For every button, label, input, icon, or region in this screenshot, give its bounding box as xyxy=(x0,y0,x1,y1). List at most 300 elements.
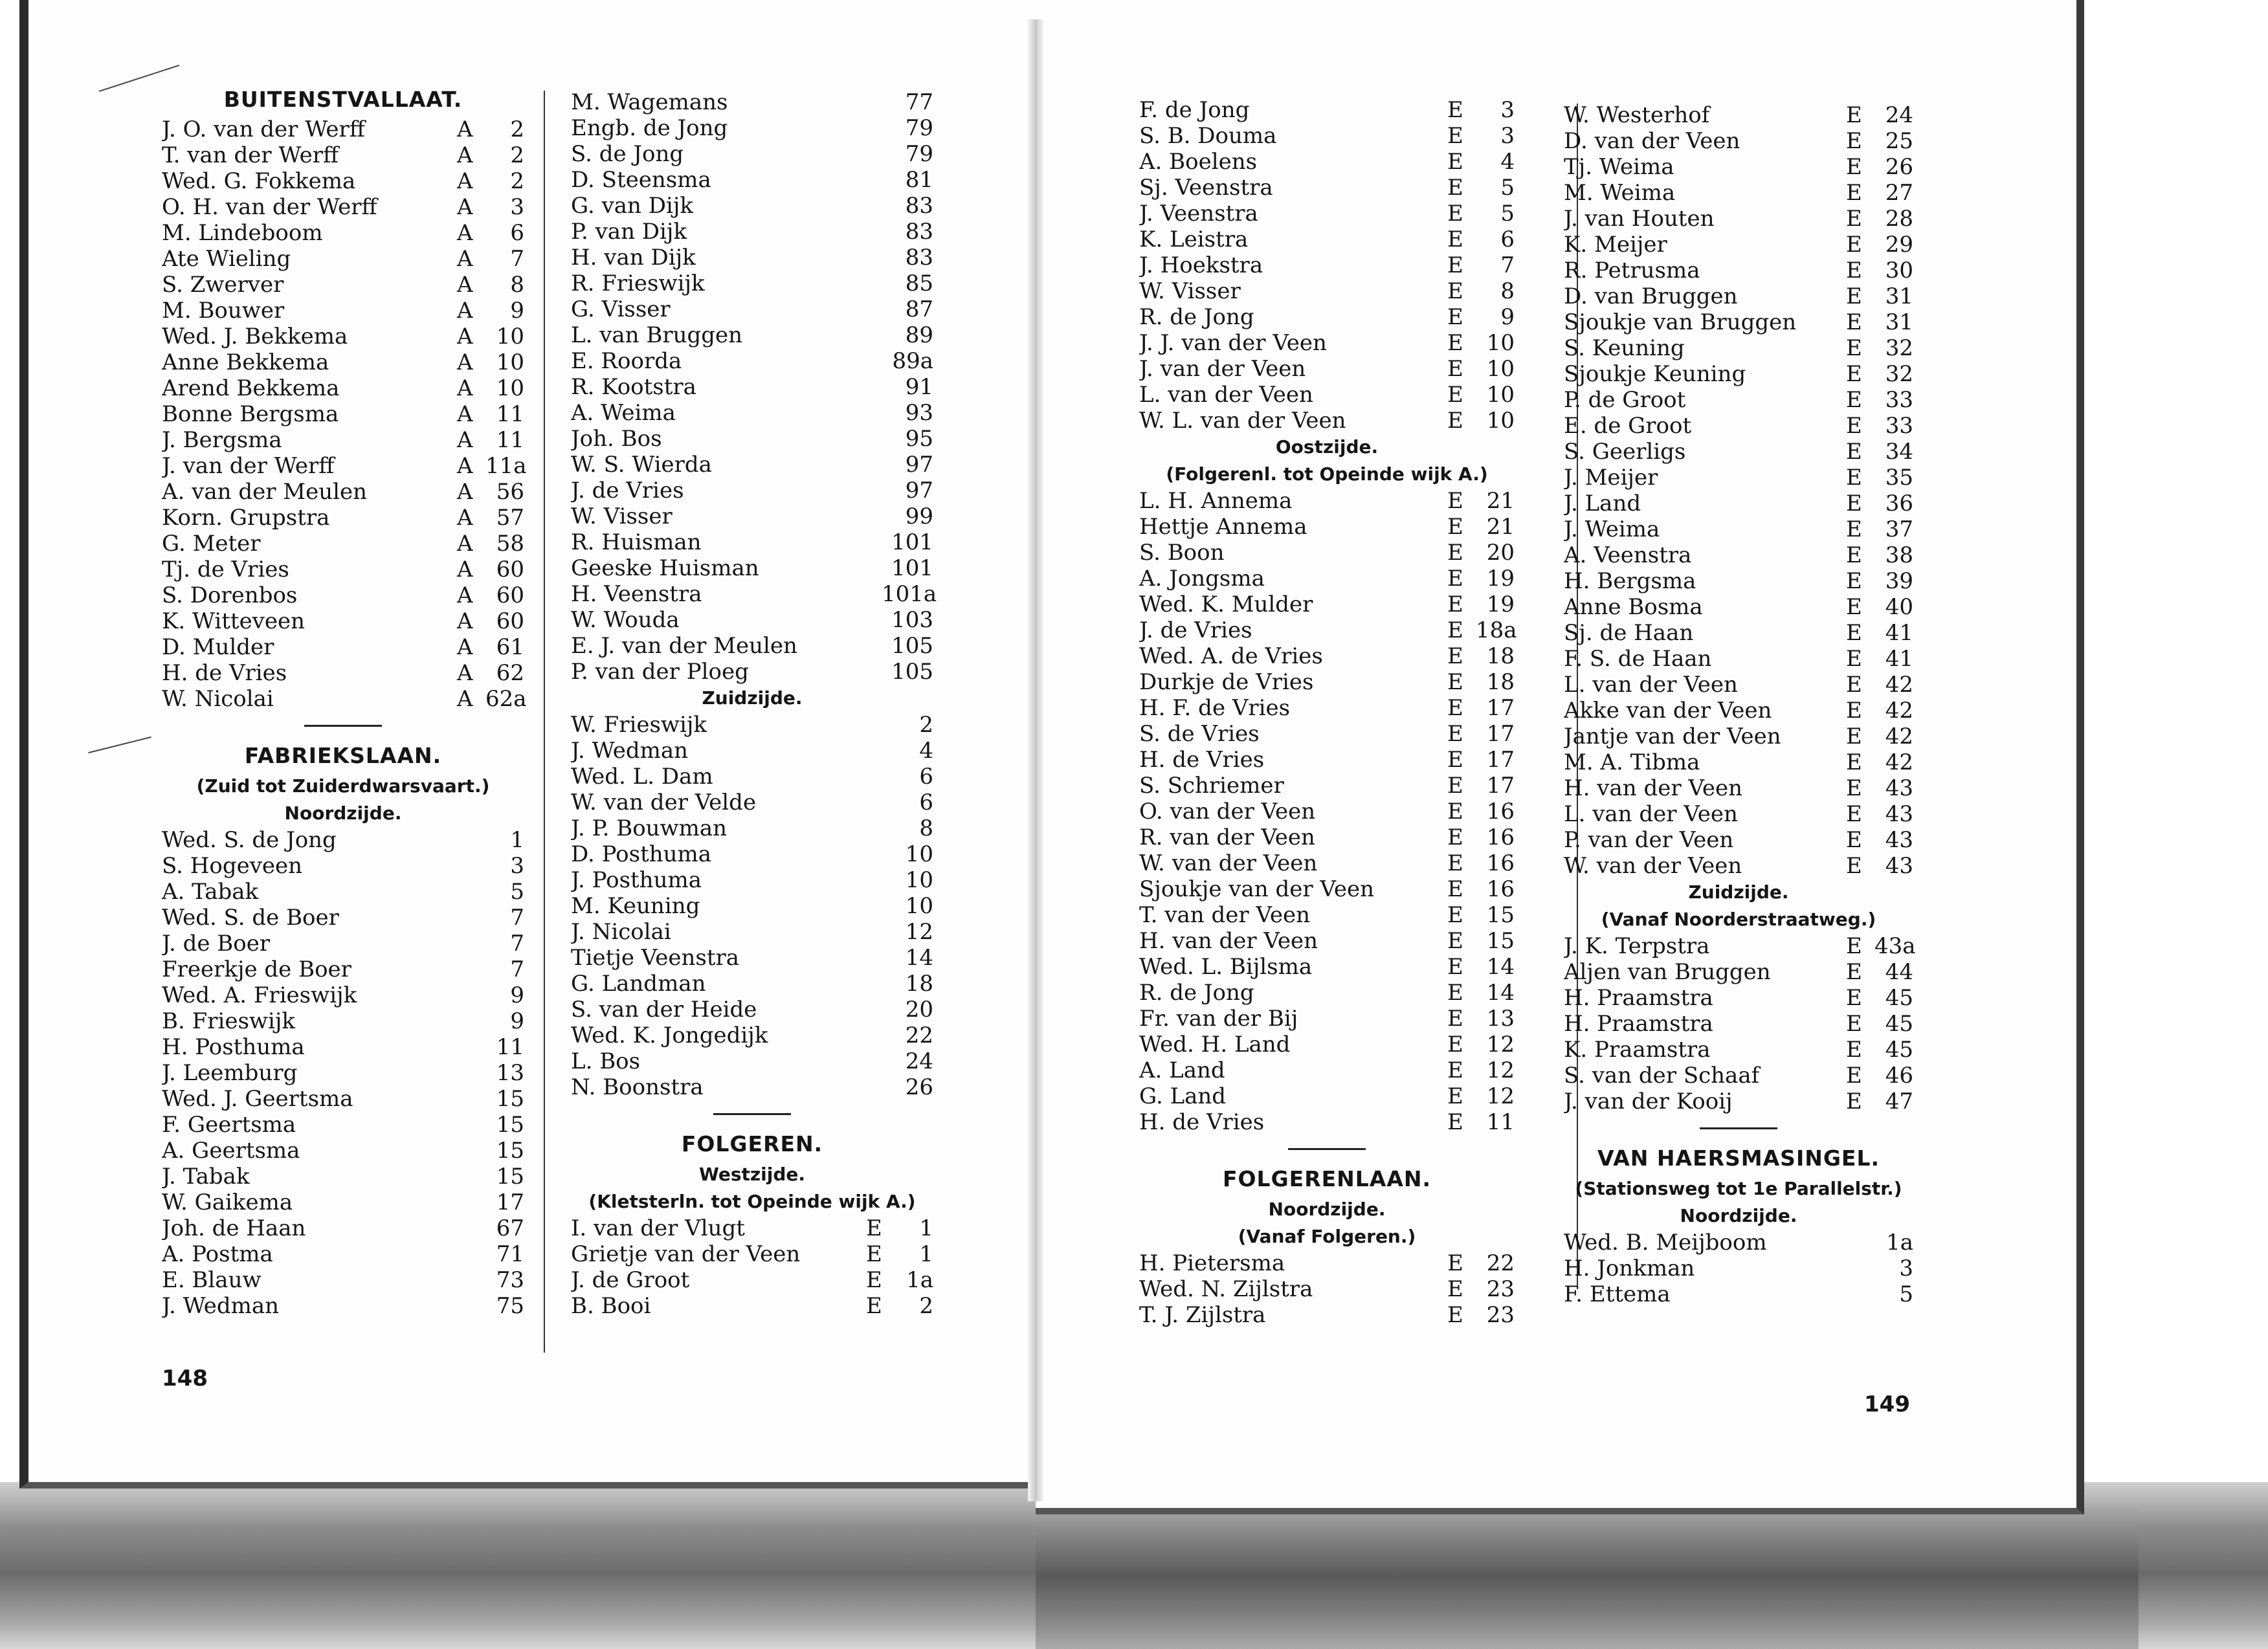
resident-name: Wed. K. Mulder xyxy=(1139,592,1313,617)
resident-name: Sjoukje van der Veen xyxy=(1139,876,1374,902)
resident-name: Wed. J. Bekkema xyxy=(162,324,348,349)
resident-row xyxy=(571,893,933,919)
resident-name: J. Veenstra xyxy=(1139,201,1258,227)
house-number: 33 xyxy=(1885,413,1913,439)
house-number: 61 xyxy=(496,634,524,660)
resident-name: A. Land xyxy=(1139,1057,1225,1083)
district-letter: E xyxy=(1447,1250,1463,1276)
district-letter: E xyxy=(1447,721,1463,747)
district-letter: A xyxy=(457,401,473,427)
district-letter: E xyxy=(1846,1037,1862,1063)
district-letter: E xyxy=(1846,672,1862,698)
resident-name: Arend Bekkema xyxy=(162,375,340,401)
district-letter: E xyxy=(1447,514,1463,540)
resident-row xyxy=(1139,514,1515,540)
resident-row xyxy=(162,401,524,427)
house-number: 56 xyxy=(496,479,524,505)
section-divider xyxy=(162,712,524,739)
section-subheading: Zuidzijde. xyxy=(702,687,803,709)
district-letter: E xyxy=(1447,278,1463,304)
resident-row xyxy=(1564,361,1913,387)
resident-row xyxy=(1564,516,1913,542)
district-letter: E xyxy=(1447,488,1463,514)
left-column-divider xyxy=(544,91,545,1353)
resident-name: P. van der Ploeg xyxy=(571,659,749,685)
district-letter: E xyxy=(1447,330,1463,356)
house-number: 11 xyxy=(496,401,524,427)
house-number: 12 xyxy=(1486,1083,1515,1109)
resident-row xyxy=(1139,980,1515,1006)
house-number: 3 xyxy=(1500,97,1515,123)
resident-name: H. Bergsma xyxy=(1564,568,1696,594)
district-letter: E xyxy=(1846,1089,1862,1114)
resident-name: Joh. Bos xyxy=(571,426,662,452)
resident-row xyxy=(1564,232,1913,258)
house-number: 26 xyxy=(1885,154,1913,180)
street-heading: FABRIEKSLAAN. xyxy=(244,743,442,768)
resident-name: L. van der Veen xyxy=(1139,382,1313,408)
resident-name: E. de Groot xyxy=(1564,413,1692,439)
resident-row xyxy=(1139,799,1515,825)
resident-name: Freerkje de Boer xyxy=(162,957,351,982)
section-subheading: (Vanaf Folgeren.) xyxy=(1238,1226,1416,1247)
house-number: 44 xyxy=(1885,959,1913,985)
house-number: 103 xyxy=(891,607,933,633)
resident-row xyxy=(162,349,524,375)
district-letter: A xyxy=(457,505,473,531)
resident-name: I. van der Vlugt xyxy=(571,1215,745,1241)
resident-name: Tj. Weima xyxy=(1564,154,1674,180)
house-number: 25 xyxy=(1885,128,1913,154)
house-number: 41 xyxy=(1885,620,1913,646)
house-number: 1 xyxy=(919,1215,933,1241)
resident-row xyxy=(162,142,524,168)
house-number: 18a xyxy=(1476,617,1517,643)
resident-row xyxy=(1139,566,1515,592)
district-letter: E xyxy=(1846,724,1862,749)
resident-name: P. van der Veen xyxy=(1564,827,1734,853)
resident-row xyxy=(162,1060,524,1086)
resident-row xyxy=(1564,154,1913,180)
house-number: 2 xyxy=(919,1293,933,1319)
resident-row xyxy=(1564,801,1913,827)
house-number: 15 xyxy=(496,1164,524,1190)
resident-row xyxy=(571,1241,933,1267)
resident-row xyxy=(1139,669,1515,695)
resident-name: P. van Dijk xyxy=(571,219,687,245)
resident-name: H. F. de Vries xyxy=(1139,695,1291,721)
resident-name: J. J. van der Veen xyxy=(1139,330,1327,356)
resident-row xyxy=(571,245,933,271)
resident-row xyxy=(162,427,524,453)
house-number: 10 xyxy=(1486,382,1515,408)
house-number: 24 xyxy=(905,1048,933,1074)
resident-name: A. van der Meulen xyxy=(162,479,368,505)
resident-name: M. A. Tibma xyxy=(1564,749,1700,775)
resident-name: O. van der Veen xyxy=(1139,799,1316,825)
resident-row xyxy=(1564,206,1913,232)
resident-name: T. van der Werff xyxy=(162,142,339,168)
resident-row xyxy=(1564,413,1913,439)
district-letter: E xyxy=(1447,408,1463,434)
resident-row xyxy=(1139,954,1515,980)
house-number: 42 xyxy=(1885,672,1913,698)
house-number: 23 xyxy=(1486,1276,1515,1302)
resident-name: Sjoukje van Bruggen xyxy=(1564,309,1797,335)
resident-row xyxy=(1564,568,1913,594)
district-letter: A xyxy=(457,349,473,375)
resident-name: J. Posthuma xyxy=(571,867,702,893)
resident-name: Wed. J. Geertsma xyxy=(162,1086,353,1112)
resident-row xyxy=(571,426,933,452)
resident-row xyxy=(571,115,933,141)
district-letter: E xyxy=(1846,959,1862,985)
resident-row xyxy=(1139,1302,1515,1328)
resident-row xyxy=(1139,695,1515,721)
resident-name: J. K. Terpstra xyxy=(1564,933,1710,959)
house-number: 83 xyxy=(905,245,933,271)
resident-row xyxy=(162,853,524,879)
house-number: 83 xyxy=(905,219,933,245)
house-number: 34 xyxy=(1885,439,1913,465)
resident-row xyxy=(1139,1083,1515,1109)
section-subheading: Noordzijde. xyxy=(1680,1205,1797,1226)
resident-row xyxy=(162,220,524,246)
house-number: 12 xyxy=(1486,1032,1515,1057)
house-number: 60 xyxy=(496,557,524,582)
district-letter: E xyxy=(1846,516,1862,542)
resident-row xyxy=(571,633,933,659)
resident-name: Grietje van der Veen xyxy=(571,1241,801,1267)
district-letter: A xyxy=(457,427,473,453)
district-letter: E xyxy=(1447,123,1463,149)
resident-row xyxy=(571,322,933,348)
resident-row xyxy=(1564,542,1913,568)
resident-row xyxy=(162,634,524,660)
house-number: 20 xyxy=(1486,540,1515,566)
house-number: 14 xyxy=(905,945,933,971)
house-number: 1a xyxy=(1886,1230,1913,1256)
house-number: 10 xyxy=(905,841,933,867)
resident-row xyxy=(162,194,524,220)
resident-row xyxy=(571,712,933,738)
resident-row xyxy=(162,116,524,142)
district-letter: A xyxy=(457,453,473,479)
house-number: 79 xyxy=(905,141,933,167)
house-number: 10 xyxy=(496,324,524,349)
resident-name: B. Booi xyxy=(571,1293,651,1319)
resident-row xyxy=(162,1293,524,1319)
resident-row xyxy=(571,1023,933,1048)
resident-row xyxy=(1139,252,1515,278)
district-letter: E xyxy=(1447,1057,1463,1083)
resident-row xyxy=(162,1241,524,1267)
house-number: 97 xyxy=(905,478,933,504)
district-letter: A xyxy=(457,142,473,168)
resident-name: S. Zwerver xyxy=(162,272,284,298)
section-subheading: (Zuid tot Zuiderdwarsvaart.) xyxy=(196,775,490,797)
resident-row xyxy=(1564,335,1913,361)
district-letter: E xyxy=(1846,698,1862,724)
resident-name: R. de Jong xyxy=(1139,304,1254,330)
house-number: 21 xyxy=(1486,488,1515,514)
resident-row xyxy=(162,505,524,531)
house-number: 2 xyxy=(510,116,524,142)
resident-row xyxy=(571,867,933,893)
resident-name: Geeske Huisman xyxy=(571,555,759,581)
resident-row xyxy=(162,557,524,582)
resident-name: M. Weima xyxy=(1564,180,1676,206)
resident-row xyxy=(162,479,524,505)
resident-row xyxy=(571,738,933,764)
street-heading: FOLGEREN. xyxy=(681,1131,823,1157)
resident-row xyxy=(571,1293,933,1319)
resident-row xyxy=(1139,721,1515,747)
resident-name: Tj. de Vries xyxy=(162,557,289,582)
house-number: 10 xyxy=(1486,330,1515,356)
resident-name: Tietje Veenstra xyxy=(571,945,740,971)
resident-name: S. van der Heide xyxy=(571,997,757,1023)
street-heading: BUITENSTVALLAAT. xyxy=(223,87,463,112)
district-letter: E xyxy=(1846,933,1862,959)
resident-name: H. van der Veen xyxy=(1564,775,1742,801)
resident-name: K. Witteveen xyxy=(162,608,306,634)
house-number: 14 xyxy=(1486,954,1515,980)
resident-row xyxy=(162,1008,524,1034)
resident-name: W. Westerhof xyxy=(1564,102,1710,128)
house-number: 30 xyxy=(1885,258,1913,283)
resident-name: Wed. S. de Jong xyxy=(162,827,337,853)
resident-name: A. Tabak xyxy=(162,879,259,905)
resident-row xyxy=(571,296,933,322)
resident-name: H. Praamstra xyxy=(1564,1011,1713,1037)
house-number: 28 xyxy=(1885,206,1913,232)
resident-name: S. B. Douma xyxy=(1139,123,1277,149)
house-number: 81 xyxy=(905,167,933,193)
district-letter: E xyxy=(1846,775,1862,801)
house-number: 2 xyxy=(510,168,524,194)
resident-name: W. Frieswijk xyxy=(571,712,707,738)
district-letter: E xyxy=(1846,749,1862,775)
resident-row xyxy=(1564,1011,1913,1037)
resident-row xyxy=(571,971,933,997)
resident-name: J. O. van der Werff xyxy=(162,116,365,142)
resident-row xyxy=(1139,1250,1515,1276)
house-number: 42 xyxy=(1885,698,1913,724)
house-number: 43 xyxy=(1885,775,1913,801)
house-number: 17 xyxy=(1486,721,1515,747)
resident-row xyxy=(162,931,524,957)
district-letter: E xyxy=(1846,801,1862,827)
resident-row xyxy=(571,764,933,790)
house-number: 95 xyxy=(905,426,933,452)
resident-name: Wed. L. Dam xyxy=(571,764,713,790)
house-number: 3 xyxy=(1899,1256,1913,1281)
resident-row xyxy=(162,660,524,686)
district-letter: A xyxy=(457,660,473,686)
district-letter: E xyxy=(1846,335,1862,361)
house-number: 38 xyxy=(1885,542,1913,568)
resident-name: D. Mulder xyxy=(162,634,274,660)
district-letter: E xyxy=(1846,620,1862,646)
house-number: 26 xyxy=(905,1074,933,1100)
district-letter: E xyxy=(1447,566,1463,592)
house-number: 43 xyxy=(1885,853,1913,879)
resident-name: D. van der Veen xyxy=(1564,128,1740,154)
resident-row xyxy=(162,1267,524,1293)
resident-name: J. van der Kooij xyxy=(1564,1089,1733,1114)
resident-row xyxy=(571,790,933,815)
resident-name: Ate Wieling xyxy=(162,246,291,272)
house-number: 40 xyxy=(1885,594,1913,620)
resident-name: Wed. K. Jongedijk xyxy=(571,1023,768,1048)
resident-row xyxy=(162,582,524,608)
resident-row xyxy=(1564,309,1913,335)
district-letter: E xyxy=(1447,954,1463,980)
street-heading: FOLGERENLAAN. xyxy=(1222,1166,1432,1191)
resident-row xyxy=(571,1074,933,1100)
resident-row xyxy=(571,555,933,581)
house-number: 45 xyxy=(1885,1037,1913,1063)
resident-name: H. de Vries xyxy=(162,660,287,686)
district-letter: E xyxy=(1846,542,1862,568)
resident-name: A. Postma xyxy=(162,1241,273,1267)
house-number: 89 xyxy=(905,322,933,348)
district-letter: E xyxy=(1447,201,1463,227)
district-letter: A xyxy=(457,634,473,660)
house-number: 105 xyxy=(891,633,933,659)
district-letter: A xyxy=(457,479,473,505)
district-letter: E xyxy=(1447,799,1463,825)
district-letter: E xyxy=(1447,304,1463,330)
house-number: 10 xyxy=(905,867,933,893)
district-letter: A xyxy=(457,375,473,401)
resident-name: J. P. Bouwman xyxy=(571,815,728,841)
resident-name: Wed. B. Meijboom xyxy=(1564,1230,1767,1256)
resident-name: H. de Vries xyxy=(1139,1109,1265,1135)
resident-row xyxy=(162,1138,524,1164)
resident-row xyxy=(571,997,933,1023)
house-number: 1 xyxy=(510,827,524,853)
resident-name: Sjoukje Keuning xyxy=(1564,361,1746,387)
house-number: 47 xyxy=(1885,1089,1913,1114)
district-letter: E xyxy=(1447,1032,1463,1057)
house-number: 27 xyxy=(1885,180,1913,206)
section-subheading: Westzijde. xyxy=(698,1164,806,1185)
house-number: 2 xyxy=(919,712,933,738)
resident-name: E. Blauw xyxy=(162,1267,261,1293)
resident-row xyxy=(571,374,933,400)
house-number: 5 xyxy=(1500,201,1515,227)
house-number: 43 xyxy=(1885,827,1913,853)
resident-row xyxy=(162,1086,524,1112)
house-number: 16 xyxy=(1486,876,1515,902)
resident-row xyxy=(1564,1281,1913,1307)
resident-row xyxy=(162,905,524,931)
resident-name: Wed. H. Land xyxy=(1139,1032,1291,1057)
district-letter: A xyxy=(457,272,473,298)
resident-name: J. Bergsma xyxy=(162,427,282,453)
resident-row xyxy=(1564,1230,1913,1256)
house-number: 18 xyxy=(1486,669,1515,695)
house-number: 6 xyxy=(1500,227,1515,252)
district-letter: E xyxy=(1846,827,1862,853)
resident-row xyxy=(571,1048,933,1074)
district-letter: E xyxy=(1447,1083,1463,1109)
resident-name: J. Tabak xyxy=(162,1164,250,1190)
resident-name: J. Meijer xyxy=(1564,465,1658,491)
district-letter: E xyxy=(866,1267,882,1293)
resident-name: J. Wedman xyxy=(162,1293,280,1319)
resident-row xyxy=(1139,540,1515,566)
resident-name: J. de Vries xyxy=(571,478,684,504)
resident-row xyxy=(162,957,524,982)
resident-row xyxy=(1564,827,1913,853)
house-number: 21 xyxy=(1486,514,1515,540)
resident-name: M. Keuning xyxy=(571,893,700,919)
house-number: 41 xyxy=(1885,646,1913,672)
house-number: 43 xyxy=(1885,801,1913,827)
resident-row xyxy=(1139,1032,1515,1057)
resident-row xyxy=(1139,825,1515,850)
house-number: 8 xyxy=(919,815,933,841)
district-letter: E xyxy=(1846,283,1862,309)
resident-name: Sj. de Haan xyxy=(1564,620,1694,646)
house-number: 1a xyxy=(906,1267,933,1293)
house-number: 16 xyxy=(1486,799,1515,825)
district-letter: E xyxy=(1846,646,1862,672)
house-number: 11 xyxy=(496,427,524,453)
resident-row xyxy=(162,375,524,401)
district-letter: E xyxy=(866,1241,882,1267)
resident-row xyxy=(162,246,524,272)
house-number: 73 xyxy=(496,1267,524,1293)
house-number: 4 xyxy=(1500,149,1515,175)
house-number: 6 xyxy=(510,220,524,246)
resident-name: E. Roorda xyxy=(571,348,682,374)
resident-row xyxy=(162,608,524,634)
resident-name: H. Jonkman xyxy=(1564,1256,1695,1281)
resident-row xyxy=(571,815,933,841)
left-column-2 xyxy=(571,89,937,1319)
house-number: 10 xyxy=(496,375,524,401)
district-letter: E xyxy=(1846,465,1862,491)
resident-name: T. van der Veen xyxy=(1139,902,1310,928)
resident-name: Korn. Grupstra xyxy=(162,505,330,531)
resident-row xyxy=(571,478,933,504)
house-number: 31 xyxy=(1885,309,1913,335)
resident-name: L. van Bruggen xyxy=(571,322,743,348)
resident-row xyxy=(1564,180,1913,206)
house-number: 101 xyxy=(891,555,933,581)
resident-name: F. Ettema xyxy=(1564,1281,1671,1307)
resident-row xyxy=(571,529,933,555)
district-letter: E xyxy=(1447,980,1463,1006)
section-divider xyxy=(571,1100,933,1127)
house-number: 15 xyxy=(1486,928,1515,954)
resident-row xyxy=(571,919,933,945)
house-number: 10 xyxy=(905,893,933,919)
house-number: 9 xyxy=(1500,304,1515,330)
resident-name: G. Landman xyxy=(571,971,706,997)
resident-row xyxy=(162,1190,524,1215)
resident-row xyxy=(1564,465,1913,491)
house-number: 39 xyxy=(1885,568,1913,594)
house-number: 3 xyxy=(510,853,524,879)
resident-row xyxy=(162,1034,524,1060)
resident-name: S. de Vries xyxy=(1139,721,1260,747)
house-number: 19 xyxy=(1486,592,1515,617)
